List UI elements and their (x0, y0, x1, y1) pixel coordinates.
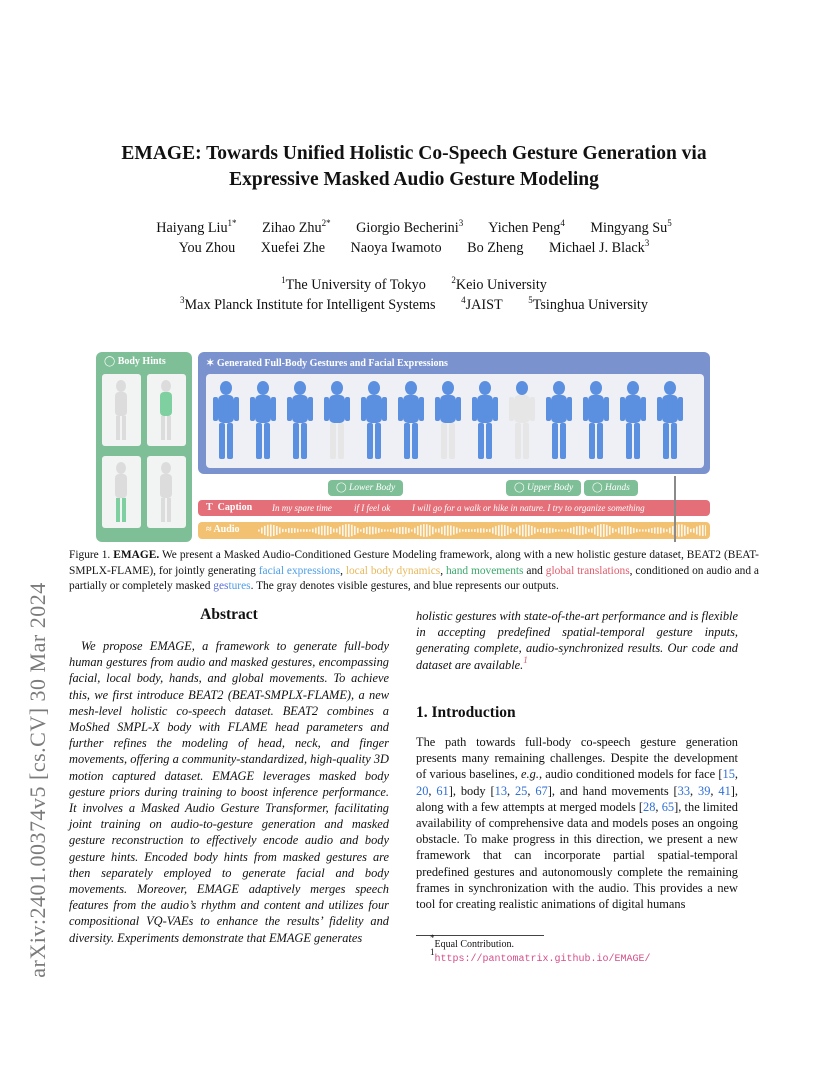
waveform-bar (396, 528, 398, 534)
author: Giorgio Becherini$^3$ (356, 218, 464, 236)
body-figure (435, 381, 461, 459)
waveform-bar (537, 529, 539, 532)
body-figure (657, 381, 683, 459)
tag-upper-body: ◯ Upper Body (506, 480, 581, 496)
abstract-body: We propose EMAGE, a framework to generate full-body human gestures from audio and masked gestures, encompassing facial, local body, hands, and global movements. To achieve this, we first introduce BEAT2 (BEAT-SMPLX-FLAME), a new mesh-level holistic co-speech dataset. BEAT2 combines a MoShed SMPL-X body with FLAME head parameters and further refines the modeling of head, neck, and finger movements, offering a community-standardized, high-quality 3D motion captured dataset. EMAGE leverages masked body gesture priors during training to boost inference performance. It involves a Masked Audio Gesture Transformer, facilitating joint training on audio-to-gesture generation and masked gesture reconstruction to effectively encode audio and body gesture hints. Encoded body hints from masked gestures are then separately employed to generate facial and body movements. Moreover, EMAGE adaptively merges speech features from the audio’s rhythm and content and utilizes four compositional VQ-VAEs to enhance the results’ fidelity and diversity. Experiments demonstrate that EMAGE generates (69, 639, 389, 945)
arxiv-id: arXiv:2401.00374v5 [cs.CV] 30 Mar 2024 (25, 582, 50, 978)
waveform-bar (501, 525, 503, 536)
waveform-bar (411, 529, 413, 531)
waveform-bar (573, 527, 575, 534)
waveform-bar (648, 529, 650, 532)
waveform-bar (546, 528, 548, 534)
waveform-bar (471, 529, 473, 531)
waveform-bar (327, 526, 329, 535)
waveform-bar (603, 524, 605, 537)
citation-link[interactable]: 33 (677, 783, 691, 798)
citation-link[interactable]: 39 (698, 783, 711, 798)
waveform-bar (381, 529, 383, 532)
citation-link[interactable]: 15 (722, 767, 735, 782)
waveform-bar (270, 525, 272, 537)
affiliation: $^1$The University of Tokyo (281, 275, 426, 293)
waveform-bar (285, 529, 287, 532)
waveform-bar (615, 529, 617, 531)
waveform-bar (594, 526, 596, 534)
waveform-bar (408, 528, 410, 533)
affiliation: $^4$JAIST (461, 295, 503, 313)
waveform-bar (489, 529, 491, 532)
abstract-continued: holistic gestures with state-of-the-art performance and is flexible in accepting predefined spatial-temporal gesture inputs, generating complete, audio-synchronized results. Our code and dataset are available.$^1$ (416, 609, 738, 672)
author-list (60, 218, 768, 258)
citation-link[interactable]: 61 (436, 783, 449, 798)
body-hints-panel (96, 352, 192, 542)
waveform-bar (261, 528, 263, 534)
waveform-bar (354, 526, 356, 535)
waveform-bar (498, 525, 500, 536)
footnote-equal: *Equal Contribution. (430, 933, 514, 950)
waveform-bar (540, 529, 542, 532)
waveform-bar (690, 529, 692, 532)
waveform-bar (579, 526, 581, 535)
waveform-bar (480, 528, 482, 532)
paper-title (60, 141, 768, 193)
audio-bar (198, 522, 710, 539)
waveform-bar (264, 526, 266, 535)
caption-phrase: if I feel ok (354, 503, 391, 513)
author: Haiyang Liu$^{1*}$ (156, 218, 237, 236)
caption-bar (198, 500, 710, 516)
waveform-bar (378, 528, 380, 533)
waveform-bar (618, 528, 620, 534)
audio-label: ≈ Audio (206, 524, 240, 535)
waveform-bar (420, 525, 422, 536)
body-hints-label: ◯ Body Hints (104, 356, 166, 367)
waveform-bar (492, 527, 494, 533)
waveform-bar (273, 525, 275, 536)
figure-caption: Figure 1. EMAGE. We present a Masked Audio-Conditioned Gesture Modeling framework, along with a new holistic gesture dataset, BEAT2 (BEAT-SMPLX-FLAME), for jointly generating facial expressions, local body dynamics, hand movements and global translations, conditioned on audio and a partially or completely masked gestures. The gray denotes visible gestures, and blue represents our outputs. (69, 549, 759, 592)
waveform-bar (300, 529, 302, 531)
waveform-bar (465, 529, 467, 532)
footnote-url: $^1$https://pantomatrix.github.io/EMAGE/ (430, 947, 651, 965)
body-figure (398, 381, 424, 459)
waveform-bar (531, 526, 533, 535)
author: Xuefei Zhe (260, 240, 325, 256)
body-figure (546, 381, 572, 459)
waveform-bar (372, 527, 374, 535)
waveform-bar (390, 529, 392, 532)
waveform-bar (369, 527, 371, 535)
waveform-bar (558, 529, 560, 531)
body-figures (206, 374, 704, 468)
waveform-bar (279, 527, 281, 533)
waveform-bar (561, 529, 563, 531)
waveform-bar (504, 525, 506, 536)
waveform-bar (363, 528, 365, 533)
waveform-bar (513, 529, 515, 531)
hint-thumbnail (102, 374, 141, 446)
waveform-bar (357, 528, 359, 533)
arxiv-sidebar (18, 260, 58, 978)
waveform-bar (435, 529, 437, 533)
generated-gestures-panel (198, 352, 710, 474)
waveform-bar (534, 527, 536, 533)
affiliation: $^3$Max Planck Institute for Intelligent Systems (180, 295, 436, 313)
time-pointer (674, 476, 676, 542)
waveform-bar (474, 529, 476, 532)
body-figure (620, 381, 646, 459)
waveform-bar (384, 529, 386, 531)
waveform-bar (330, 527, 332, 534)
affiliation: $^2$Keio University (451, 275, 547, 293)
caption-label: T Caption (206, 502, 253, 513)
waveform-bar (294, 528, 296, 533)
waveform-bar (399, 527, 401, 534)
waveform-bar (636, 529, 638, 532)
waveform-bar (483, 528, 485, 532)
body-figure (361, 381, 387, 459)
waveform-bar (444, 526, 446, 536)
waveform-bar (609, 526, 611, 535)
waveform-bar (507, 526, 509, 535)
waveform-bar (606, 525, 608, 536)
body-figure (324, 381, 350, 459)
affiliation-row-2 (60, 295, 768, 315)
waveform-bar (360, 529, 362, 531)
waveform-bar (687, 527, 689, 534)
waveform-bar (705, 525, 706, 535)
tag-lower-body: ◯ Lower Body (328, 480, 403, 496)
waveform-bar (516, 527, 518, 533)
waveform-bar (426, 524, 428, 536)
waveform-bar (486, 529, 488, 532)
body-figure (287, 381, 313, 459)
waveform-bar (693, 528, 695, 533)
waveform-bar (552, 528, 554, 532)
waveform-bar (645, 529, 647, 531)
citation-link[interactable]: 20 (416, 783, 429, 798)
waveform-bar (642, 529, 644, 531)
waveform-bar (597, 525, 599, 536)
author-row-2 (60, 238, 768, 258)
title-line-2: Expressive Masked Audio Gesture Modeling (229, 169, 599, 190)
author: Naoya Iwamoto (350, 240, 442, 256)
author-row-1 (60, 218, 768, 238)
waveform-bar (654, 527, 656, 533)
waveform-bar (414, 528, 416, 534)
waveform-bar (318, 527, 320, 535)
citation-link[interactable]: 65 (661, 799, 675, 814)
waveform-bar (288, 528, 290, 533)
waveform-bar (660, 528, 662, 534)
author: Bo Zheng (467, 240, 524, 256)
waveform-bar (582, 526, 584, 535)
author: You Zhou (178, 240, 236, 256)
waveform-bar (339, 527, 341, 535)
waveform-bar (402, 527, 404, 534)
waveform-bar (438, 528, 440, 532)
waveform-bar (570, 528, 572, 533)
waveform-bar (345, 524, 347, 537)
waveform-bar (627, 526, 629, 534)
hint-thumbnail (102, 456, 141, 528)
waveform-bar (564, 529, 566, 531)
waveform-bar (657, 527, 659, 534)
waveform-bar (612, 528, 614, 533)
waveform-bar (681, 524, 683, 536)
waveform-bar (282, 529, 284, 532)
affiliation: $^5$Tsinghua University (528, 295, 648, 313)
waveform-bar (291, 528, 293, 533)
generated-label: ✶ Generated Full-Body Gestures and Facial Expressions (206, 358, 448, 369)
waveform-bar (702, 525, 704, 536)
author: Michael J. Black$^3$ (549, 238, 650, 256)
waveform-bar (591, 528, 593, 532)
waveform-bar (630, 527, 632, 534)
waveform-bar (555, 529, 557, 532)
waveform-bar (699, 525, 701, 535)
waveform-bar (510, 528, 512, 534)
project-url-link[interactable]: https://pantomatrix.github.io/EMAGE/ (434, 954, 651, 965)
citation-link[interactable]: 28 (643, 799, 656, 814)
affiliations (60, 275, 768, 315)
title-line-1: EMAGE: Towards Unified Holistic Co-Speech Gesture Generation via (121, 143, 707, 164)
waveform-bar (669, 528, 671, 534)
waveform-bar (588, 529, 590, 532)
intro-paragraph: The path towards full-body co-speech gesture generation presents many remaining challenges. Despite the development of various baselines, e.g., audio conditioned models for face [15, 20, 61], body [13, 25, 67], and hand movements [33, 39, 41], along with a few attempts at merged models [28, 65], the limited availability of comprehensive data and models poses an ongoing obstacle. To make progress in this direction, we present a new framework that can incorporate partial spatial-temporal predefined gestures and autonomously complete the remaining frames in synchronization with the audio. This provides a new tool for creating realistic animations of digital humans (416, 735, 738, 912)
waveform-bar (417, 526, 419, 535)
hint-thumbnail (147, 374, 186, 446)
author: Mingyang Su$^5$ (590, 218, 672, 236)
waveform-bar (351, 525, 353, 536)
waveform-bar (315, 528, 317, 534)
body-figure (213, 381, 239, 459)
waveform-bar (450, 526, 452, 536)
waveform-bar (432, 527, 434, 535)
waveform-bar (666, 529, 668, 531)
waveform-bar (624, 526, 626, 535)
waveform-bar (258, 530, 260, 532)
waveform-bar (621, 527, 623, 535)
waveform-bar (567, 529, 569, 532)
waveform-bar (495, 526, 497, 535)
citation-link[interactable]: 41 (718, 783, 731, 798)
waveform-bar (456, 527, 458, 533)
waveform-bar (429, 525, 431, 536)
hint-thumbnail (147, 456, 186, 528)
waveform-bar (663, 528, 665, 532)
waveform-bar (519, 526, 521, 536)
waveform-bar (678, 524, 680, 536)
waveform-bar (477, 529, 479, 533)
caption-phrase: I will go for a walk or hike in nature. I try to organize something (412, 503, 645, 513)
waveform-bar (441, 527, 443, 534)
waveform-bar (336, 528, 338, 532)
waveform-bar (324, 526, 326, 536)
waveform-bar (342, 525, 344, 536)
waveform-bar (453, 526, 455, 534)
abstract-heading: Abstract (200, 606, 258, 623)
waveform-bar (405, 527, 407, 534)
waveform-bar (549, 528, 551, 533)
figure-1 (96, 352, 712, 544)
waveform-bar (585, 527, 587, 534)
audio-waveform (258, 523, 706, 538)
affiliation-row-1 (60, 275, 768, 295)
waveform-bar (543, 528, 545, 533)
waveform-bar (321, 526, 323, 535)
waveform-bar (468, 529, 470, 532)
waveform-bar (639, 529, 641, 531)
waveform-bar (528, 525, 530, 536)
waveform-bar (387, 529, 389, 531)
generated-figures-strip (206, 374, 704, 468)
citation-link[interactable]: 67 (535, 783, 548, 798)
waveform-bar (348, 524, 350, 537)
body-figure (583, 381, 609, 459)
waveform-bar (375, 527, 377, 533)
author: Yichen Peng$^4$ (488, 218, 565, 236)
waveform-bar (312, 529, 314, 533)
waveform-bar (297, 529, 299, 533)
waveform-bar (633, 528, 635, 533)
body-figure (509, 381, 535, 459)
caption-phrase: In my spare time (272, 503, 332, 513)
section-heading: 1. Introduction (416, 704, 516, 721)
waveform-bar (309, 529, 311, 531)
waveform-bar (600, 524, 602, 537)
waveform-bar (267, 525, 269, 536)
author: Zihao Zhu$^{2*}$ (262, 218, 331, 236)
waveform-bar (366, 527, 368, 534)
waveform-bar (696, 527, 698, 535)
body-figure (250, 381, 276, 459)
waveform-bar (333, 529, 335, 533)
waveform-bar (651, 528, 653, 533)
waveform-bar (459, 529, 461, 533)
waveform-bar (684, 525, 686, 535)
waveform-bar (306, 529, 308, 532)
waveform-bar (276, 526, 278, 535)
citation-link[interactable]: 13 (494, 783, 508, 798)
tag-hands: ◯ Hands (584, 480, 638, 496)
waveform-bar (423, 524, 425, 537)
citation-link[interactable]: 25 (514, 783, 528, 798)
waveform-bar (576, 526, 578, 535)
waveform-bar (447, 525, 449, 536)
waveform-bar (462, 529, 464, 531)
waveform-bar (522, 525, 524, 537)
waveform-bar (525, 524, 527, 536)
body-figure (472, 381, 498, 459)
waveform-bar (303, 529, 305, 532)
footnote-rule (416, 935, 544, 936)
waveform-bar (393, 528, 395, 532)
